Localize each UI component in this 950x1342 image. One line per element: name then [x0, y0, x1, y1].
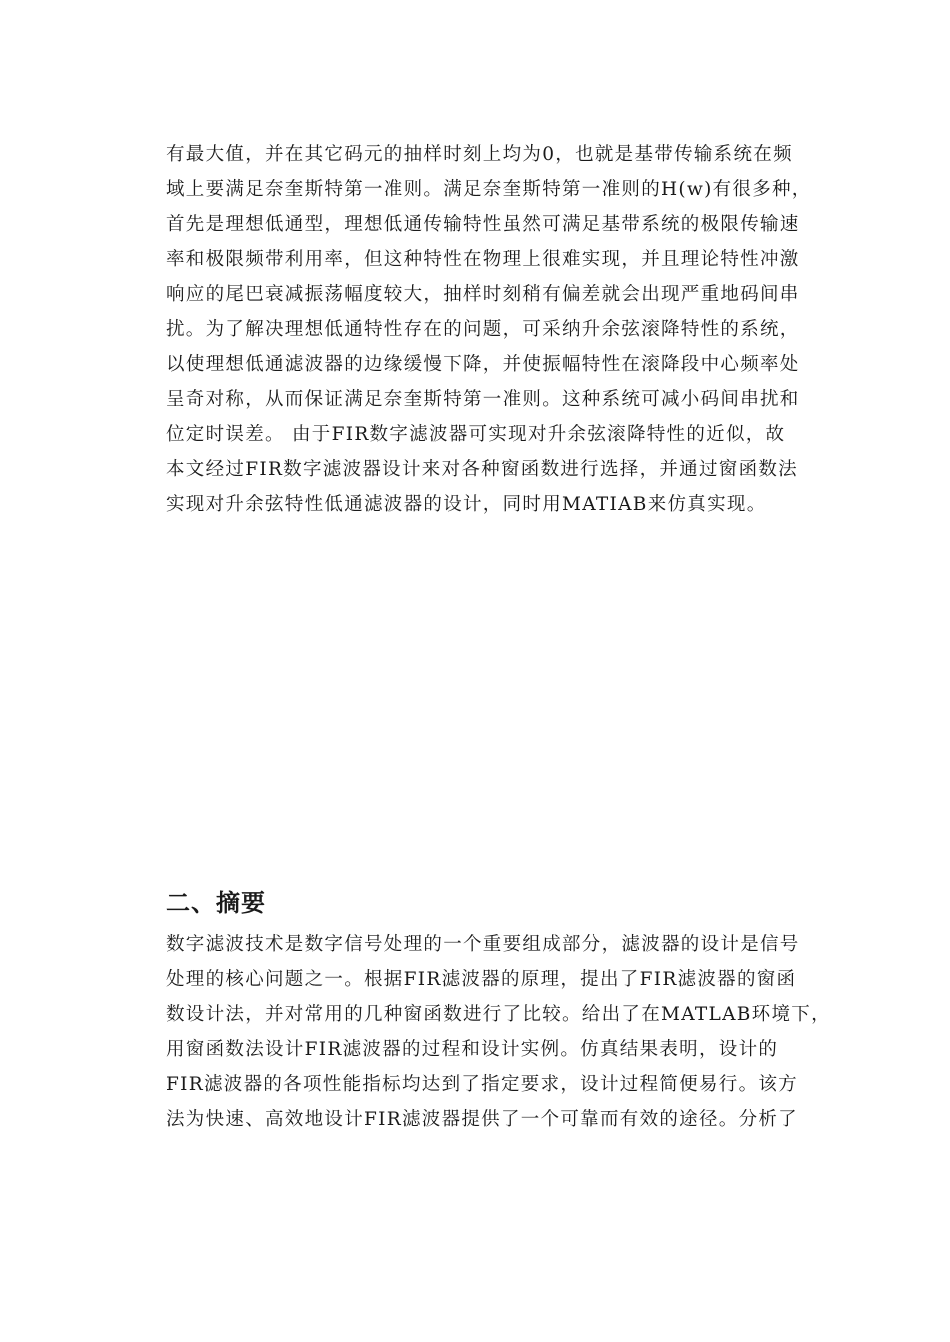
section-heading-abstract: 二、摘要 — [166, 889, 266, 917]
text-line: 处理的核心问题之一。根据FIR滤波器的原理，提出了FIR滤波器的窗函 — [166, 969, 797, 990]
text-line: 数设计法，并对常用的几种窗函数进行了比较。给出了在MATLAB环境下， — [166, 1004, 831, 1025]
text-line: 实现对升余弦特性低通滤波器的设计，同时用MATIAB来仿真实现。 — [166, 494, 767, 515]
text-line: 位定时误差。 由于FIR数字滤波器可实现对升余弦滚降特性的近似，故 — [166, 424, 786, 445]
text-line: 扰。为了解决理想低通特性存在的问题，可采纳升余弦滚降特性的系统， — [166, 319, 800, 340]
text-line: 呈奇对称，从而保证满足奈奎斯特第一准则。这种系统可减小码间串扰和 — [166, 389, 800, 410]
text-line: 率和极限频带利用率，但这种特性在物理上很难实现，并且理论特性冲激 — [166, 249, 800, 270]
text-line: 以使理想低通滤波器的边缘缓慢下降，并使振幅特性在滚降段中心频率处 — [166, 354, 800, 375]
abstract-paragraph — [166, 927, 831, 1137]
text-line: FIR滤波器的各项性能指标均达到了指定要求，设计过程简便易行。该方 — [166, 1074, 798, 1095]
text-line: 法为快速、高效地设计FIR滤波器提供了一个可靠而有效的途径。分析了 — [166, 1109, 798, 1130]
text-line: 首先是理想低通型，理想低通传输特性虽然可满足基带系统的极限传输速 — [166, 214, 800, 235]
text-line: 响应的尾巴衰减振荡幅度较大，抽样时刻稍有偏差就会出现严重地码间串 — [166, 284, 800, 305]
text-line: 数字滤波技术是数字信号处理的一个重要组成部分，滤波器的设计是信号 — [166, 934, 800, 955]
text-line: 用窗函数法设计FIR滤波器的过程和设计实例。仿真结果表明，设计的 — [166, 1039, 779, 1060]
text-line: 本文经过FIR数字滤波器设计来对各种窗函数进行选择，并通过窗函数法 — [166, 459, 798, 480]
text-line: 域上要满足奈奎斯特第一准则。满足奈奎斯特第一准则的H(w)有很多种， — [166, 179, 812, 200]
text-line: 有最大值，并在其它码元的抽样时刻上均为0，也就是基带传输系统在频 — [166, 144, 793, 165]
intro-paragraph — [166, 137, 812, 522]
